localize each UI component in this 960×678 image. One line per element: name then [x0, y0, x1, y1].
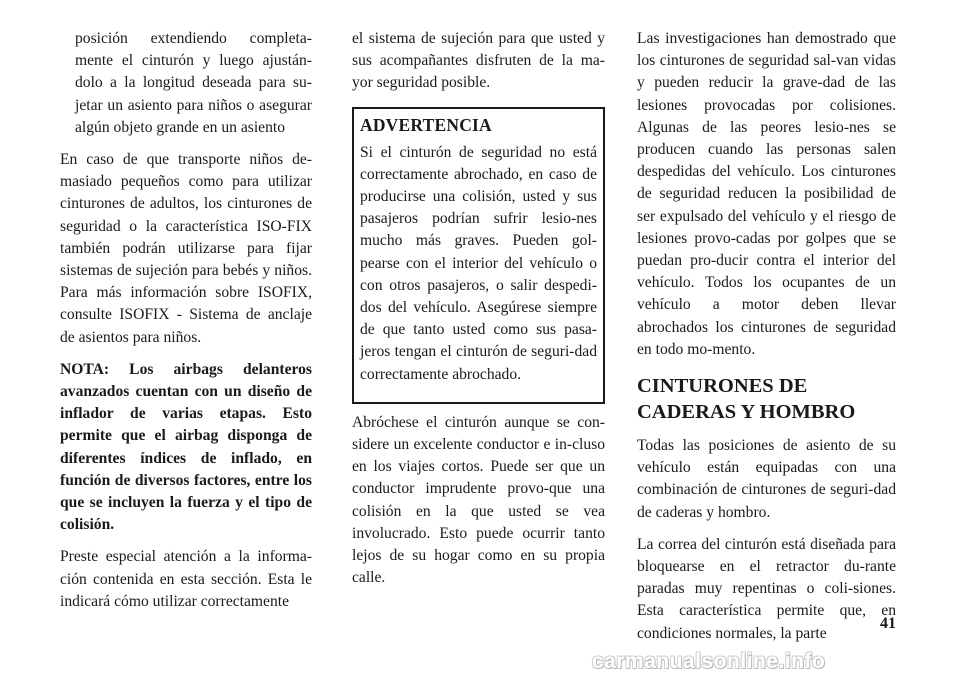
watermark-logo[interactable]: carmanualsonline.info: [592, 650, 826, 673]
paragraph-attention: Preste especial atención a la informa-ción contenida en esta sección. Esta le indicará cómo utilizar correctamente: [60, 548, 312, 610]
paragraph-belt-lock: La correa del cinturón está diseñada para bloquearse en el retractor du-rante paradas muy repentinas o coli-siones. Esta característica permite que, en condiciones normales, la parte: [637, 535, 896, 642]
text-column-2: [352, 28, 605, 599]
text-column-3: [637, 28, 896, 655]
page-number: 41: [880, 615, 896, 632]
section-heading: CINTURONES DE CADERAS Y HOMBRO: [637, 375, 856, 424]
paragraph-buckle-up: Abróchese el cinturón aunque se con-sidere un excelente conductor e in-cluso en los viajes cortos. Puede ser que un conductor imprudente provo-que una colisión en la que usted se vea involucrado. Esto puede ocurrir tanto lejos de su hogar como en su propia calle.: [352, 413, 605, 587]
warning-title: ADVERTENCIA: [360, 114, 492, 135]
paragraph-continuation: el sistema de sujeción para que usted y sus acompañantes disfruten de la ma-yor seguridad posible.: [352, 30, 605, 92]
warning-box: [352, 107, 605, 404]
warning-body: Si el cinturón de seguridad no está correctamente abrochado, en caso de producirse una colisión, usted y sus pasajeros podrían sufrir lesio-nes mucho más graves. Pueden gol-pearse con el interior del vehículo o con otros pasajeros, o salir despedi-dos del vehículo. Asegúrese siempre de que tanto usted como sus pasa-jeros tengan el cinturón de seguri-dad correctamente abrochado.: [360, 143, 597, 383]
paragraph-isofix: En caso de que transporte niños de-masiado pequeños como para utilizar cinturones de adultos, los cinturones de seguridad o la característica ISO-FIX también podrán utilizarse para fijar sistemas de sujeción para bebés y niños. Para más información sobre ISOFIX, consulte ISOFIX - Sistema de anclaje de asientos para niños.: [60, 151, 312, 346]
text-column-1: [60, 28, 312, 623]
paragraph-seat-positions: Todas las posiciones de asiento de su vehículo están equipadas con una combinación de cinturones de seguri-dad de caderas y hombro.: [637, 437, 896, 521]
note-airbags: NOTA: Los airbags delanteros avanzados cuentan con un diseño de inflador de varias etapas. Esto permite que el airbag disponga de diferentes índices de inflado, en función de diversos factores, entre los que se incluyen la fuerza y el tipo de colisión.: [60, 360, 312, 534]
continued-list-item: posición extendiendo completa-mente el cinturón y luego ajustán-dolo a la longitud deseada para su-jetar un asiento para niños o asegurar algún objeto grande en un asiento: [75, 30, 312, 136]
paragraph-research: Las investigaciones han demostrado que los cinturones de seguridad sal-van vidas y pueden reducir la grave-dad de las lesiones provocadas por colisiones. Algunas de las peores lesio-nes se producen cuando las personas salen despedidas del vehículo. Los cinturones de seguridad reducen la posibilidad de ser expulsado del vehículo y el riesgo de lesiones provo-cadas por golpes que se puedan pro-ducir contra el interior del vehículo. Todos los ocupantes de un vehículo a motor deben llevar abrochados los cinturones de seguridad en todo mo-mento.: [637, 30, 896, 358]
